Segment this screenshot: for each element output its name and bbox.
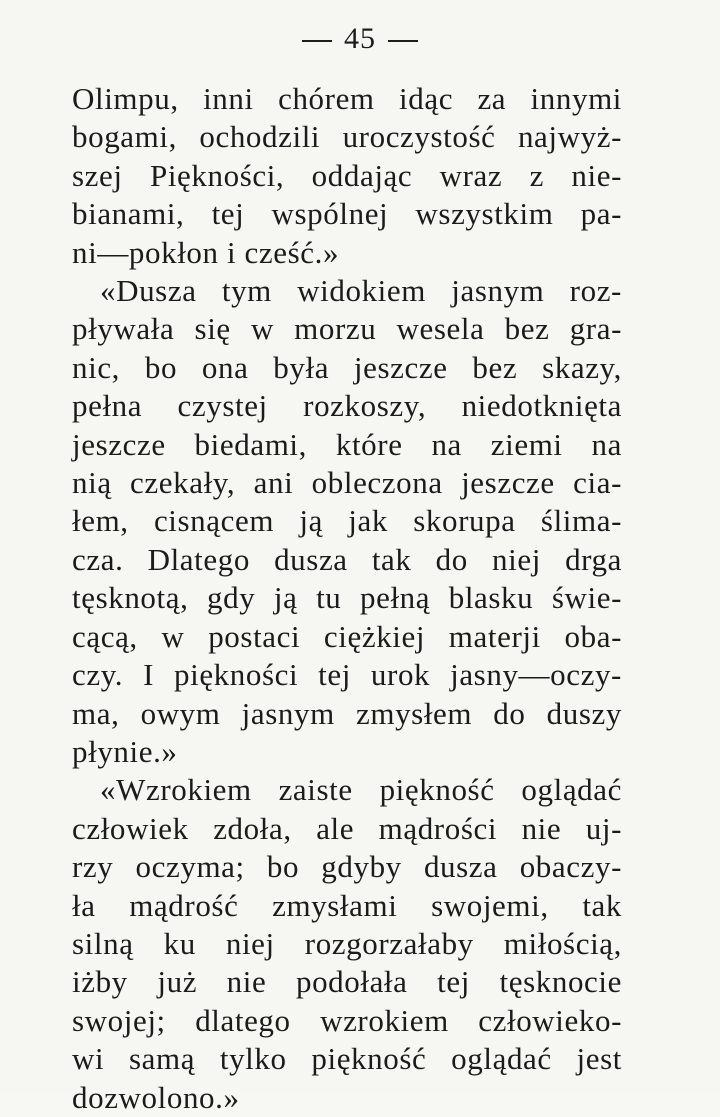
text-line: płynie.» (72, 733, 178, 769)
text-line: nią czekały, ani obleczona jeszcze cia- (72, 465, 622, 501)
text-line: dozwolono.» (72, 1079, 240, 1115)
text-line: szej Piękności, oddając wraz z nie- (72, 157, 622, 193)
text-line: wi samą tylko piękność oglądać jest (72, 1041, 622, 1077)
text-line: ma, owym jasnym zmysłem do duszy (72, 695, 622, 731)
text-line: nic, bo ona była jeszcze bez skazy, (72, 349, 622, 385)
text-line: jeszcze biedami, które na ziemi na (72, 426, 622, 462)
text-line: silną ku niej rozgorzałaby miłością, (72, 925, 622, 961)
text-line: iżby już nie podołała tej tęsknocie (72, 964, 622, 1000)
text-line: tęsknotą, gdy ją tu pełną blasku świe- (72, 580, 622, 616)
text-line: cącą, w postaci ciężkiej materji oba- (72, 618, 622, 654)
right-dash (388, 40, 418, 42)
text-line: bogami, ochodzili uroczystość najwyż- (72, 119, 622, 155)
text-line: «Dusza tym widokiem jasnym roz- (100, 273, 622, 309)
text-line: czy. I piękności tej urok jasny—oczy- (72, 657, 622, 693)
page-number-header (0, 22, 720, 56)
text-line: Olimpu, inni chórem idąc za innymi (72, 81, 622, 116)
text-line: ła mądrość zmysłami swojemi, tak (72, 887, 622, 923)
text-line: łem, cisnącem ją jak skorupa ślima- (72, 503, 622, 539)
text-line: pełna czystej rozkoszy, niedotknięta (72, 388, 622, 424)
text-line: pływała się w morzu wesela bez gra- (72, 311, 622, 347)
text-line: bianami, tej wspólnej wszystkim pa- (72, 196, 622, 232)
left-dash (302, 40, 332, 42)
text-line: ni—pokłon i cześć.» (72, 234, 340, 270)
body-text (72, 80, 622, 1117)
text-line: cza. Dlatego dusza tak do niej drga (72, 541, 622, 577)
text-line: «Wzrokiem zaiste piękność oglądać (100, 772, 622, 808)
page-number: 45 (344, 22, 376, 55)
text-line: swojej; dlatego wzrokiem człowieko- (72, 1002, 622, 1038)
text-line: rzy oczyma; bo gdyby dusza obaczy- (72, 849, 622, 885)
text-line: człowiek zdoła, ale mądrości nie uj- (72, 810, 622, 846)
